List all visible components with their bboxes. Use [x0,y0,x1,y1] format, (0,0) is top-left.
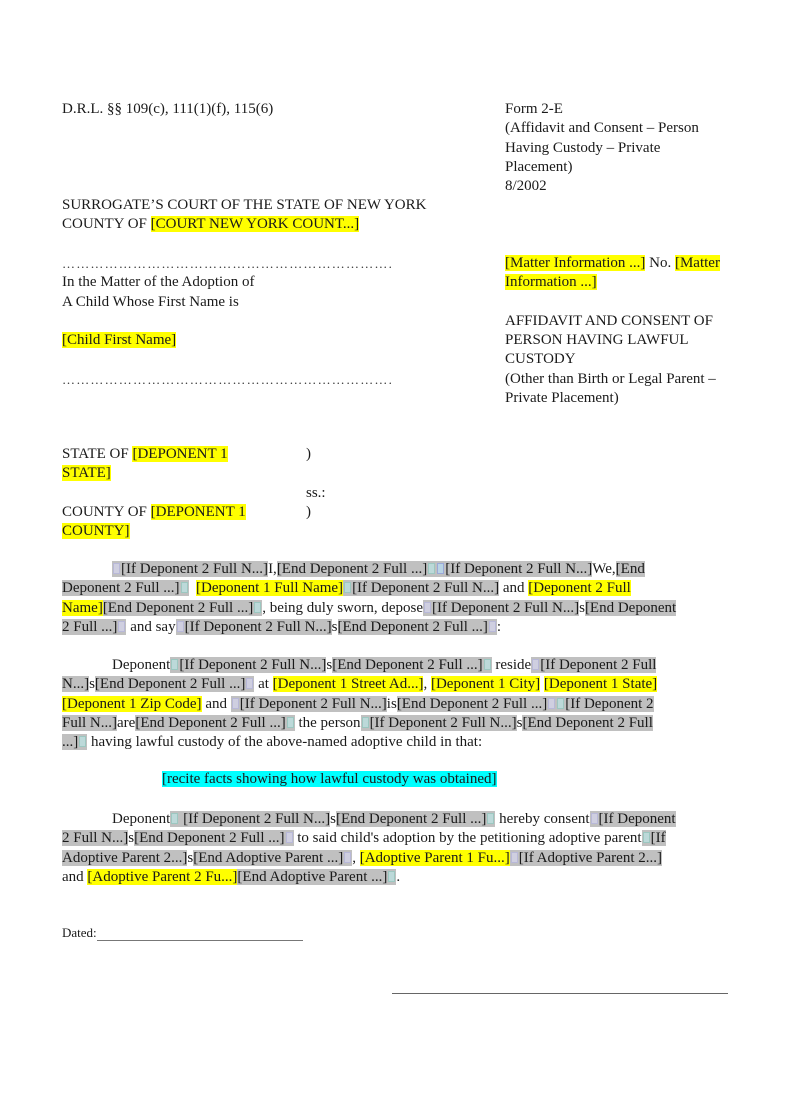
field-if-deponent2[interactable]: [If Deponent 2 Full N...] [432,599,580,616]
dated-line [62,925,303,941]
field-marker-icon [532,659,539,670]
field-end-deponent2-cont[interactable]: Deponent 2 Full ...] [62,580,180,597]
text-s: s [579,599,585,616]
court-heading [62,196,426,235]
text-sworn: , being duly sworn, depose [262,599,424,616]
statute-reference: D.R.L. §§ 109(c), 111(1)(f), 115(6) [62,101,274,117]
doc-subtitle-1: (Other than Birth or Legal Parent – [505,370,716,387]
field-marker-icon [286,832,293,843]
venue-paren-top: ) [306,446,311,462]
field-if-deponent2[interactable]: [If Deponent [598,811,676,827]
matter-info-field[interactable]: [Matter Information ...] [505,255,646,271]
field-marker-icon [424,602,431,613]
court-county-line [62,215,426,234]
form-desc-1: (Affidavit and Consent – Person [505,120,699,137]
field-end-adoptive[interactable]: [End Adoptive Parent ...] [193,849,344,866]
deponent1-full-name-field[interactable]: [Deponent 1 Full Name] [196,580,344,597]
court-name: SURROGATE’S COURT OF THE STATE OF NEW YORK [62,197,427,213]
text-deponent: Deponent [112,657,171,673]
deponent-state-field[interactable]: [DEPONENT 1 [132,446,228,462]
form-number: Form 2-E [505,101,563,117]
county-label: COUNTY OF [62,503,151,520]
field-marker-icon [362,717,369,728]
field-marker-icon [557,698,564,709]
dotted-divider: ……………………………………………………………. [62,371,394,387]
field-end-deponent2[interactable]: [End Deponent 2 Full ...] [337,618,488,635]
text-s: s [89,676,95,693]
field-end-deponent2[interactable]: [End [615,561,645,577]
field-marker-icon [437,563,444,574]
field-end-deponent2[interactable]: [End Deponent 2 Full ...] [396,695,548,712]
text-and: and [201,695,231,712]
field-marker-icon [171,813,178,824]
text-reside: reside [491,657,532,673]
text-colon: : [496,618,502,635]
text-I: I, [268,561,277,577]
adoptive-parent2-field[interactable]: [Adoptive Parent 2 Fu...] [87,868,238,885]
field-end-deponent2[interactable]: [End Deponent [584,599,677,616]
field-marker-icon [388,871,395,882]
text-comma: , [352,849,360,866]
field-marker-icon [484,659,491,670]
venue-block [62,445,246,541]
field-end-deponent2-cont[interactable]: ...] [62,734,79,751]
field-marker-icon [643,832,650,843]
field-end-deponent2[interactable]: [End Deponent 2 Full ...] [94,676,246,693]
text-hereby-consent: hereby consent [495,811,590,827]
field-marker-icon [171,659,178,670]
field-marker-icon [344,582,351,593]
field-if-deponent2[interactable]: [If Deponent 2 Full N...] [352,580,500,597]
recite-facts-field[interactable]: [recite facts showing how lawful custody was obtained] [162,771,497,787]
venue-ss: ss.: [306,485,326,501]
doc-title-3: CUSTODY [505,351,576,368]
deponent1-city-field[interactable]: [Deponent 1 City] [430,676,541,693]
text-the-person: the person [294,714,361,731]
field-if-deponent2[interactable]: [If Deponent 2 Full N...] [179,657,327,673]
deponent2-full-name-field[interactable]: [Deponent 2 Full [528,580,631,597]
dated-label: Dated: [62,925,97,940]
field-marker-icon [177,621,184,632]
form-date: 8/2002 [505,178,547,195]
text-s: s [331,618,338,635]
venue-paren-bottom: ) [306,504,311,520]
deponent2-full-name-field-cont[interactable]: Name] [62,599,103,616]
text-at: at [254,676,273,693]
field-marker-icon [511,852,518,863]
deponent-county-field-cont[interactable]: COUNTY] [62,523,130,540]
field-if-adoptive2[interactable]: [If Adoptive Parent 2...] [518,849,663,866]
field-if-adoptive2-cont[interactable]: Adoptive Parent 2...] [62,849,188,866]
field-marker-icon [489,621,496,632]
deponent-county-field[interactable]: [DEPONENT 1 [150,503,246,520]
text-and: and [499,580,529,597]
signature-line[interactable] [392,992,728,994]
field-marker-icon [181,582,188,593]
text-and-say: and say [126,618,176,635]
form-info [505,100,699,196]
field-marker-icon [591,813,598,824]
text-is: is [386,695,397,712]
text-having-custody: having lawful custody of the above-named adoptive child in that: [87,734,483,751]
text-we: We, [592,561,616,577]
adoptive-parent1-field[interactable]: [Adoptive Parent 1 Fu...] [359,849,510,866]
form-desc-2: Having Custody – Private [505,139,661,156]
field-end-deponent2[interactable]: [End Deponent 2 Full ...] [276,561,428,577]
field-end-deponent2[interactable]: [End Deponent 2 Full ...] [134,830,285,847]
text-to-said-child: to said child's adoption by the petitioning adoptive parent [293,830,642,847]
text-s: s [326,657,333,673]
text-comma: , [423,676,431,693]
text-period: . [396,868,401,885]
text-are: are [117,714,136,731]
text-deponent: Deponent [112,811,171,827]
dated-input-line[interactable] [97,926,303,941]
matter-number-field-cont[interactable]: Information ...] [505,274,597,291]
deponent1-zip-field[interactable]: [Deponent 1 Zip Code] [62,695,202,712]
recite-facts-line [162,770,497,789]
field-marker-icon [344,852,351,863]
matter-line-2: A Child Whose First Name is [62,293,239,310]
text-s: s [187,849,194,866]
deponent1-street-field[interactable]: [Deponent 1 Street Ad...] [272,676,424,693]
deponent1-state-field[interactable]: [Deponent 1 State] [543,676,658,693]
state-label: STATE OF [62,446,133,462]
field-end-deponent2-cont[interactable]: 2 Full ...] [62,618,118,635]
text-s: s [128,830,135,847]
paragraph-deponent-sworn [62,560,762,637]
field-if-deponent2-cont[interactable]: 2 Full N...] [62,830,129,847]
number-label: No. [645,255,675,271]
text-s: s [330,811,336,827]
matter-number-field[interactable]: [Matter [674,255,720,271]
field-marker-icon [428,563,435,574]
field-marker-icon [113,563,120,574]
field-marker-icon [232,698,239,709]
field-if-deponent2[interactable]: [If Deponent 2 [565,695,654,712]
doc-subtitle-2: Private Placement) [505,390,619,407]
doc-title-1: AFFIDAVIT AND CONSENT OF [505,312,713,329]
caption-left [62,254,393,389]
field-if-deponent2[interactable]: [If Deponent 2 Full [540,657,657,673]
matter-line-1: In the Matter of the Adoption of [62,274,255,291]
field-marker-icon [254,602,261,613]
field-end-deponent2[interactable]: [End Deponent 2 Full ...] [102,599,254,616]
paragraph-residence [62,656,762,752]
dotted-divider: ……………………………………………………………. [62,256,394,271]
field-marker-icon [548,698,555,709]
field-marker-icon [246,678,253,689]
field-end-adoptive[interactable]: [End Adoptive Parent ...] [237,868,388,885]
county-label: COUNTY OF [62,216,151,233]
field-end-deponent2[interactable]: [End Deponent 2 Full ...] [135,714,286,731]
field-if-deponent2-cont[interactable]: N...] [62,676,90,693]
deponent-state-field-cont[interactable]: STATE] [62,465,111,482]
form-desc-3: Placement) [505,158,573,175]
field-end-deponent2[interactable]: [End Deponent 2 Full ...] [335,811,487,827]
child-first-name-field[interactable]: [Child First Name] [62,332,177,349]
paragraph-consent [62,810,762,887]
field-if-deponent2-cont[interactable]: Full N...] [62,714,118,731]
field-if-adoptive2[interactable]: [If [650,830,666,847]
doc-title-2: PERSON HAVING LAWFUL [505,332,689,349]
field-if-deponent2[interactable]: [If Deponent 2 Full N...] [445,561,593,577]
court-county-field[interactable]: [COURT NEW YORK COUNT...] [150,216,360,233]
field-marker-icon [79,736,86,747]
field-marker-icon [287,717,294,728]
field-if-deponent2[interactable]: [If Deponent 2 Full N...] [239,695,387,712]
field-end-deponent2[interactable]: [End Deponent 2 Full [522,714,653,731]
field-if-deponent2[interactable]: [If Deponent 2 Full N...] [184,618,332,635]
field-marker-icon [118,621,125,632]
field-if-deponent2[interactable]: [If Deponent 2 Full N...] [183,811,331,827]
field-if-deponent2[interactable]: [If Deponent 2 Full N...] [369,714,517,731]
text-s: s [516,714,523,731]
caption-right [505,254,720,408]
text-and: and [62,868,88,885]
field-end-deponent2[interactable]: [End Deponent 2 Full ...] [332,657,483,673]
field-marker-icon [487,813,494,824]
field-if-deponent2[interactable]: [If Deponent 2 Full N...] [121,561,269,577]
